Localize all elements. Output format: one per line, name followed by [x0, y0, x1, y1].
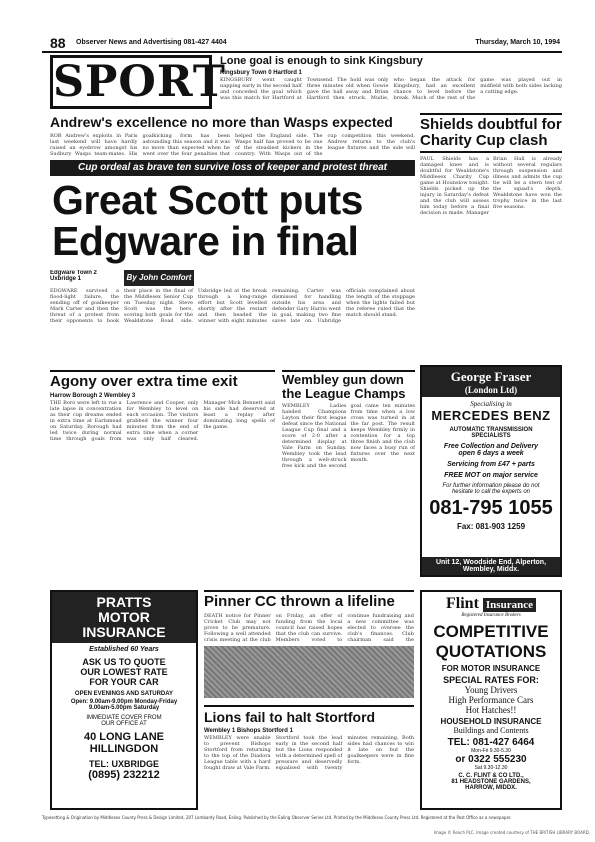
agony-dek: Harrow Borough 2 Wembley 3 [50, 393, 136, 399]
flint-r4: Buildings and Contents [453, 726, 529, 735]
pratts-phone: (0895) 232212 [88, 769, 160, 781]
flint-r3: Hot Hatches!! [465, 705, 517, 715]
pratts-addr2: HILLINGDON [89, 743, 159, 755]
flint-r1: Young Drivers [464, 685, 518, 695]
lions-headline: Lions fail to halt Stortford [204, 705, 414, 726]
flint-tel: TEL: 081-427 6464 [447, 737, 535, 748]
flint-h1: COMPETITIVE [433, 622, 549, 641]
flint-sat: Sat 9.30-12.30 [474, 765, 508, 771]
gf-location: (London Ltd) [422, 385, 560, 397]
gf-line6: FREE MOT on major service [444, 472, 538, 479]
george-fraser-ad [420, 365, 562, 577]
andrew-article [50, 113, 415, 157]
lone-goal-body: KINGSBURY went caught napping early in the second half and conceded the goal which was this match for Hartford at Townsend. The hold was only three minutes old when Gowie gave the ball away and Brian Hartford then struck. Mudie, who began the attack for Kingsbury, had an excellent chance to level before the break. Much of the rest of the game was played out in midfield with both sides lacking a cutting edge. [220, 77, 562, 101]
shields-headline: Shields doubtful for Charity Cup clash [420, 113, 562, 153]
pratts-l4: OPEN EVENINGS AND SATURDAY [74, 691, 174, 697]
flint-or: or 0322 555230 [455, 754, 527, 765]
archive-watermark: Image © Reach PLC. Image created courtesy of THE BRITISH LIBRARY BOARD. [433, 830, 590, 835]
newspaper-page [42, 35, 562, 825]
pratts-ad [50, 590, 198, 810]
cup-ordeal-banner: Cup ordeal as brave ten survive loss of keeper and protest threat [50, 160, 415, 176]
pratts-title1: PRATTS [96, 594, 152, 610]
wembley-gun-body: WEMBLEY Ladies handed Champions Leyton their first league defeat since the National League Cup final and a score of 2-0 after a determined display at Vale Farm on Sunday. Wembley took the lead through a well-struck free kick and the second goal came ten minutes from time when a low cross was turned in at the far post. The result keeps Wembley firmly in contention for a top three finish and the club now faces a busy run of fixtures over the next month. [282, 403, 415, 469]
great-scott-article [50, 270, 415, 365]
page-header [42, 35, 562, 53]
gf-address: Unit 12, Woodside End, Alperton, Wembley, Middx. [422, 557, 560, 575]
flint-brand: Flint [446, 595, 479, 612]
flint-r2: High Performance Cars [448, 695, 534, 705]
flint-h5: HOUSEHOLD INSURANCE [440, 717, 542, 726]
flint-h4: SPECIAL RATES FOR: [443, 675, 539, 685]
pinner-headline: Pinner CC thrown a lifeline [204, 590, 414, 611]
gf-line2: SPECIALISTS [471, 433, 511, 439]
flint-h3: FOR MOTOR INSURANCE [441, 664, 541, 673]
flint-ad [420, 590, 562, 810]
pinner-article [204, 590, 414, 700]
pratts-tel: TEL: UXBRIDGE [88, 759, 159, 769]
flint-hours: Mon-Fri 9.30-5.30 [471, 748, 511, 754]
pratts-title2: MOTOR [98, 609, 150, 625]
agony-headline: Agony over extra time exit [50, 370, 275, 391]
pratts-l1: ASK US TO QUOTE [82, 657, 166, 667]
great-scott-byline: By John Comfort [124, 270, 194, 286]
gf-name: George Fraser [422, 367, 560, 385]
great-scott-headline: Great Scott puts Edgware in final [52, 177, 363, 264]
pratts-l8: OUR OFFICE AT [101, 721, 147, 727]
pratts-title3: INSURANCE [82, 624, 166, 640]
gf-line7: For further information please do not [442, 483, 540, 489]
andrew-headline: Andrew's excellence no more than Wasps expected [50, 114, 393, 130]
agony-body: THE Boro were left to rue a late lapse in concentration as their cup dreams ended in extra time at Earlsmead on Saturday. Borough had led twice during normal time through goals from Lawrence and Cooper, only for Wembley to level on each occasion. The visitors grabbed the winner four minutes from the end of extra time when a corner was only half cleared. Manager Mick Bennett said his side had deserved at least a replay after dominating long spells of the game. [50, 400, 275, 442]
lions-dek: Wembley 1 Bishops Stortford 1 [204, 728, 293, 734]
page-number: 88 [50, 35, 66, 51]
pratts-l6: 9.00am-5.00pm Saturday [88, 705, 160, 711]
pratts-addr1: 40 LONG LANE [83, 731, 165, 743]
pinner-body: DEATH notice for Pinner Cricket Club may not prove to be premature. Following a well attended crisis meeting at the club on Friday, an offer of funding from the local council has raised hopes that the club can survive. Members voted to continue fundraising and a new committee was elected to oversee the club's finances. Club chairman said the [204, 613, 414, 643]
lone-goal-article [220, 55, 562, 105]
andrew-body: ROB Andrew's exploits in Paris last weekend will have hardly raised an eyebrow amongst his Sudbury Wasps team-mates. His goalkicking form has been astounding this season and it was no more than expected when he went over the four penalties that helped the England side. The Wasps half has proved to be one of the steadiest kickers in the country. With Wasps out of the cup competition this weekend, Andrew returns to the club's league fixtures and the side will [50, 133, 415, 157]
flint-sub: Registered Insurance Brokers [461, 613, 521, 618]
great-scott-dek: Edgware Town 2 Uxbridge 1 [50, 270, 97, 282]
lone-goal-dek: Kingsbury Town 0 Hartford 1 [220, 70, 302, 76]
flint-addr1: 81 HEADSTONE GARDENS, [451, 779, 531, 785]
gf-line1: AUTOMATIC TRANSMISSION [449, 427, 533, 433]
shields-article [420, 113, 562, 358]
pratts-l5: Open: 9.00am-9.00pm Monday-Friday [70, 699, 178, 705]
lone-goal-headline: Lone goal is enough to sink Kingsbury [220, 55, 423, 67]
flint-tag: Insurance [483, 598, 536, 612]
pratts-l7: IMMEDIATE COVER FROM [86, 715, 162, 721]
gf-line4: open 6 days a week [458, 450, 524, 457]
pratts-l3: FOR YOUR CAR [89, 677, 159, 687]
flint-company: C. C. FLINT & CO LTD., [458, 773, 524, 779]
great-scott-body: EDGWARE survived a flood-light failure, the sending off of goalkeeper Mark Carter and then the threat of a protest from their opponents to book their place in the final of the Middlesex Senior Cup on Tuesday night. Steve Scott was the hero, scoring both goals for the Wealdstone Road side. Uxbridge led at the break through a long-range effort but Scott levelled shortly after the restart and then headed the winner with eight minutes remaining. Carter was dismissed for handling outside his area and defender Gary Harris went in goal, making two fine saves late on. Uxbridge officials complained about the length of the stoppage when the lights failed but the referee ruled that the match should stand. [50, 288, 415, 324]
gf-specialising: Specialising in [470, 400, 512, 408]
agony-article [50, 370, 275, 588]
shields-body: PAUL Shields has a damaged knee and is doubtful for Wealdstone's Middlesex Charity Cup game at Hounslow tonight. Shields picked up the injury in Saturday's defeat and the club will assess him today before a final decision is made. Manager Brian Hall is already without several regulars through suspension and illness and admits the cup tie will be a stern test of the squad's depth. Wealdstone have won the trophy twice in the last five seasons. [420, 156, 562, 216]
lions-body: WEMBLEY were unable to prevent Bishops Stortford from returning to the top of the Diadora League table with a hard fought draw at Vale Farm. Stortford took the lead early in the second half but the Lions responded with a determined spell of pressure and deservedly equalised with twenty minutes remaining. Both sides had chances to win it late on but the goalkeepers were in fine form. [204, 735, 414, 771]
gf-line5: Servicing from £47 + parts [447, 461, 535, 468]
wembley-gun-article [282, 370, 415, 588]
section-title: SPORT [50, 55, 212, 109]
lions-article [204, 705, 414, 810]
gf-line3: Free Collection and Delivery [443, 443, 539, 450]
gf-fax: Fax: 081-903 1259 [456, 522, 526, 531]
wembley-gun-headline: Wembley gun down the League Champs [282, 370, 415, 401]
gf-brand: MERCEDES BENZ [431, 408, 551, 423]
pinner-photo [204, 646, 414, 698]
issue-date: Thursday, March 10, 1994 [475, 39, 560, 46]
page-footer: Typesetting & Origination by Middlesex County Press & Design Limited, 207 Lombardy Road, Ealing. Published by the Ealing Observer Series Ltd. Printed by the Middlesex County Press Ltd. Registered at the Post Office as a newspaper. [42, 815, 512, 820]
flint-h2: QUOTATIONS [435, 642, 547, 661]
publication-line: Observer News and Advertising 081-427 4404 [76, 39, 227, 46]
gf-line8: hesitate to call the experts on [451, 489, 531, 495]
pratts-established: Established 60 Years [89, 646, 159, 653]
pratts-l2: OUR LOWEST RATE [80, 667, 168, 677]
flint-addr2: HARROW, MIDDX. [465, 785, 517, 791]
gf-phone: 081-795 1055 [429, 497, 553, 519]
